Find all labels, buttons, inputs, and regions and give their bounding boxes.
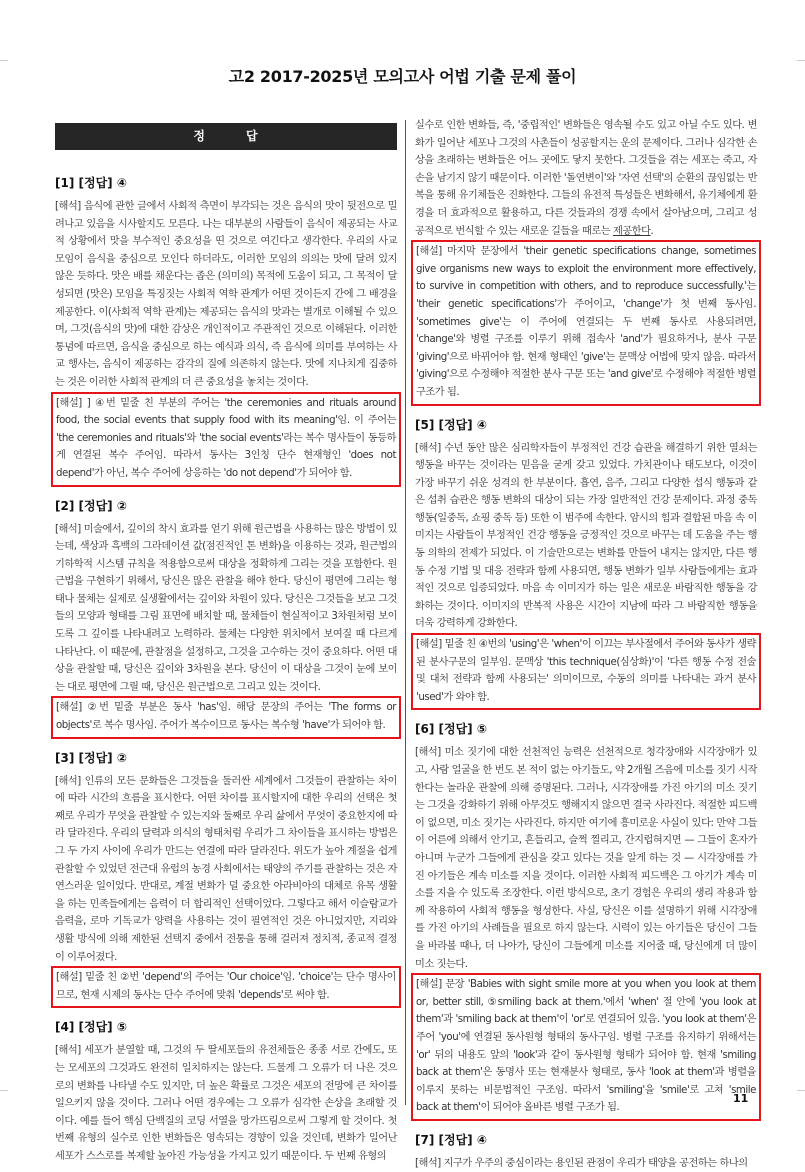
page-number: 11 bbox=[733, 1092, 749, 1105]
column-divider bbox=[405, 120, 406, 1105]
question-heading: [7] [정답] ④ bbox=[415, 1132, 487, 1147]
translation-paragraph: [해석] 음식에 관한 글에서 사회적 측면이 부각되는 것은 음식의 맛이 뒷전으로 밀려나고 있음을 시사할지도 모른다. 나는 대부분의 사람들이 음식이 제공되는 사교적 상황에서 맛을 부수적인 중요성을 띤 것으로 여긴다고 생각한다. 우리의 사교 모임이 음식을 중심으로 모인다 하더라도, 이러한 모임의 의의는 맛에 달려 있지 않은 듯하다. 맛은 배를 채운다는 좁은 (의미의) 목적에 도움이 되고, 그 목적이 달성되면 (맛은) 모임을 특징짓는 사회적 역학 관계가 어떤 것이든지 간에 그 배경을 제공한다. 이(사회적 역학 관계)는 제공되는 음식의 맛과는 별개로 이해될 수 있으며, 그것(음식의 맛)에 대한 감상은 개인적이고 주관적인 것으로 이해된다. 이러한 통념에 따르면, 음식을 중심으로 하는 예식과 의식, 즉 음식에 의미를 부여하는 사교 행사는, 음식이 제공하는 감각의 질에 의존하지 않는다. 맛에 지나치게 집중하는 것은 이러한 사회적 관계의 더 큰 중요성을 놓치는 것이다. bbox=[55, 201, 397, 388]
question-heading: [6] [정답] ⑤ bbox=[415, 722, 487, 737]
answer-header-bar bbox=[55, 123, 397, 150]
explanation-text: [해설] 문장 'Babies with sight smile more at you when you look at them or, better still, ⑤smiling back at them.'에서 'when' 절 안에 'you look at them'과 'smiling back at them'이 'or'로 연결되어 있음. 'you look at them'은 주어 'you'에 연결된 동사원형 형태의 동사구임. 병렬 구조를 유지하기 위해서는 'or' 뒤의 내용도 앞의 'look'과 같이 동사원형 형태가 되어야 함. 현재 'smiling back at them'은 동명사 또는 현재분사 형태로, 동사 'look at them'과 병렬을 이루지 못하는 비문법적인 구조임. 따라서 'smiling'을 'smile'로 고쳐 'smile back at them'이 되어야 올바른 병렬 구조가 됨. bbox=[416, 979, 756, 1114]
crop-mark bbox=[0, 60, 8, 61]
explanation-text: [해설] ②번 밑줄 부분은 동사 'has'임. 해당 문장의 주어는 'The forms or objects'로 복수 명사임. 주어가 복수이므로 동사는 복수형 'have'가 되어야 함. bbox=[56, 702, 396, 732]
question-heading: [5] [정답] ④ bbox=[415, 417, 487, 432]
answer-header-char: 정 bbox=[193, 129, 206, 143]
crop-mark bbox=[797, 60, 805, 61]
explanation-box bbox=[51, 392, 401, 487]
right-column bbox=[415, 117, 757, 1172]
translation-paragraph-continued bbox=[415, 117, 757, 240]
explanation-text: [해설] 마지막 문장에서 'their genetic specifications change, sometimes give organisms new ways to exploit the environment more effectively, to survive in competition with others, and to reproduce successfully.'는 'their genetic specifications'가 주어이고, 'change'가 첫 번째 동사임. 'sometimes give'는 이 주어에 연결되는 두 번째 동사로 사용되려면, 'change'와 병렬 구조를 이루기 위해 접속사 'and'가 필요하거나, 분사 구문 'giving'으로 바뀌어야 함. 현재 형태인 'give'는 문맥상 어법에 맞지 않음. 따라서 'giving'으로 수정해야 적절한 분사 구문 또는 'and give'로 수정해야 적절한 병렬 구조가 됨. bbox=[416, 246, 756, 398]
question-heading: [4] [정답] ⑤ bbox=[55, 1020, 127, 1035]
translation-paragraph: [해석] 미술에서, 깊이의 착시 효과를 얻기 위해 원근법을 사용하는 많은 방법이 있는데, 색상과 흑백의 그라데이션 값(점진적인 톤 변화)을 이용하는 것과, 원근법의 기하학적 시스템 규칙을 적용함으로써 대상을 정확하게 그리는 것을 포함한다. 원근법을 구현하기 위해서, 당신은 많은 관찰을 해야 한다. 당신이 평면에 그리는 형태나 물체는 실제로 실생활에서는 깊이와 차원이 있다. 당신은 그것들을 보고 그것들의 모양과 형태를 그림 표면에 배치할 때, 물체들이 현실적이고 3차원처럼 보이도록 그 깊이를 나타내려고 노력하라. 물체는 다양한 위치에서 보여질 때 다르게 나타난다. 이 때문에, 관찰점을 설정하고, 그것을 고수하는 것이 중요하다. 어떤 대상을 관찰할 때, 당신은 깊이와 3차원을 본다. 당신이 이 대상을 그것이 눈에 보이는 대로 평면에 그릴 때, 당신은 원근법으로 그리고 있는 것이다. bbox=[55, 523, 397, 693]
explanation-text: [해설] 밑줄 친 ④번의 'using'은 'when'이 이끄는 부사절에서 주어와 동사가 생략된 분사구문의 일부임. 문맥상 'this technique(심상화)'이 '다른 행동 수정 전술 및 대처 전략과 함께 사용되는' 의미이므로, 수동의 의미를 나타내는 과거 분사 'used'가 와야 함. bbox=[416, 639, 756, 703]
question-heading: [1] [정답] ④ bbox=[55, 176, 127, 190]
question-heading: [2] [정답] ② bbox=[55, 498, 127, 513]
translation-paragraph: [해석] 수년 동안 많은 심리학자들이 부정적인 건강 습관을 해결하기 위한 열쇠는 행동을 바꾸는 것이라는 믿음을 굳게 갖고 있었다. 가치관이나 태도보다, 이것이 가장 바꾸기 쉬운 성격의 한 부분이다. 흡연, 음주, 그리고 다양한 섭식 행동과 같은 섭취 습관은 행동 변화의 대상이 되는 가장 일반적인 건강 문제이다. 과정 중독 행동(일중독, 쇼핑 중독 등) 또한 이 범주에 속한다. 암시의 힘과 결합된 마음 속 이미지는 사람들이 부정적인 건강 행동을 긍정적인 것으로 바꾸는 데 도움을 주는 행동 의학의 전제가 되었다. 이 기술만으로는 변화를 만들어 내지는 않지만, 다른 행동 수정 기법 및 대응 전략과 함께 사용되면, 행동 변화가 일부 사람들에게는 효과적인 것으로 입증되었다. 마음 속 이미지가 하는 일은 새로운 바람직한 행동을 강화하는 것이다. 이미지의 반복적 사용은 시간이 지남에 따라 그 바람직한 행동을 더욱 강력하게 강화한다. bbox=[415, 442, 757, 630]
explanation-text: [해설] ] ④번 밑줄 친 부분의 주어는 'the ceremonies and rituals around food, the social events that supply food with its meaning'임. 이 주어는 'the ceremonies and rituals'와 'the social events'라는 복수 명사들이 동등하게 연결된 복수 주어임. 따라서 동사는 3인칭 단수 현재형인 'does not depend'가 아닌, 복수 주어에 상응하는 'do not depend'가 되어야 함. bbox=[56, 397, 396, 479]
answer-header-char: 답 bbox=[246, 129, 259, 143]
translation-paragraph: [해석] 세포가 분열할 때, 그것의 두 딸세포들의 유전체들은 종종 서로 간에도, 또는 모세포의 그것과도 완전히 일치하지는 않는다. 드물게 그 오류가 더 나은 것으로의 변화를 나타낼 수도 있지만, 더 높은 확률로 그것은 세포의 전망에 큰 차이를 일으키지 않을 것이다. 그러나 어떤 경우에는 그 오류가 심각한 손상을 초래할 것이다. 예를 들어 핵심 단백질의 코딩 서열을 망가뜨림으로써 그렇게 할 것이다. 첫 번째 유형의 실수로 인한 변화들은 영속되는 경향이 있을 것인데, 변화가 일어난 세포가 스스로를 복제할 높아진 가능성을 가지고 있기 때문이다. 두 번째 유형의 bbox=[55, 1045, 397, 1162]
question-heading: [3] [정답] ② bbox=[55, 750, 127, 765]
crop-mark bbox=[797, 1090, 805, 1091]
explanation-box bbox=[51, 696, 401, 738]
text: . bbox=[650, 225, 654, 237]
explanation-text: [해설] 밑줄 친 ②번 'depend'의 주어는 'Our choice'임. 'choice'는 단수 명사이므로, 현재 시제의 동사는 단수 주어에 맞춰 'depends'로 써야 함. bbox=[56, 972, 396, 1001]
explanation-box bbox=[411, 973, 761, 1121]
left-column bbox=[55, 118, 397, 1166]
explanation-box bbox=[411, 633, 761, 710]
page-title: 고2 2017-2025년 모의고사 어법 기출 문제 풀이 bbox=[228, 67, 577, 86]
explanation-box bbox=[51, 966, 401, 1008]
translation-paragraph: [해석] 인류의 모든 문화들은 그것들을 둘러싼 세계에서 그것들이 관찰하는 차이에 따라 시간의 흐름을 표시한다. 어떤 차이를 표시할지에 대한 우리의 선택은 첫째로 우리가 무엇을 관찰할 수 있는지와 둘째로 우리 삶에서 무엇이 중요한지에 따라 달라진다. 우리의 달력과 의식의 형태처럼 우리가 그 차이들을 표시하는 방법은 그 두 가지 사이에 우리가 만드는 연결에 따라 달라진다. 위도가 높아 계절을 쉽게 관찰할 수 있었던 전근대 유럽의 농경 사회에서는 태양의 주기를 관찰하는 것은 자연스러운 일이었다. 반대로, 계절 변화가 덜 중요한 아라비아의 대체로 유목 생활을 하는 민족들에게는 음력이 더 합리적인 선택이었다. 그렇다고 해서 이슬람교가 음력을, 로마 기독교가 양력을 사용하는 것이 필연적인 것은 아니었지만, 지리와 생활 방식에 의해 제한된 선택지 중에서 전통을 통해 걸러져 정치적, 종교적 결정이 이루어졌다. bbox=[55, 775, 397, 963]
translation-paragraph: [해석] 미소 짓기에 대한 선천적인 능력은 선천적으로 청각장애와 시각장애가 있고, 사람 얼굴을 한 번도 본 적이 없는 아기들도, 약 2개월 즈음에 미소를 짓기 시작한다는 놀라운 관찰에 의해 증명된다. 그러나, 시각장애를 가진 아기의 미소 짓기는 그것을 강화하기 위해 아무것도 행해지지 않으면 결국 사라진다. 적절한 피드백이 없으면, 미소 짓기는 사라진다. 하지만 여기에 흥미로운 사실이 있다: 만약 그들이 어른에 의해서 안기고, 흔들리고, 슬쩍 찔리고, 간지럽혀지면 — 그들이 혼자가 아니며 누군가 그들에게 관심을 갖고 있다는 것을 알게 하는 것 — 시각장애를 가진 아기들은 계속 미소를 지을 것이다. 이러한 사회적 피드백은 그 아기가 계속 미소를 지을 수 있도록 조장한다. 이런 방식으로, 초기 경험은 우리의 생리 작용과 함께 작용하여 사회적 행동을 형성한다. 사실, 당신은 이를 설명하기 위해 시각장애를 가진 아기의 사례들을 필요로 하지 않는다. 시력이 있는 아기들은 당신이 그들을 바라볼 때나, 더 나아가, 당신이 그들에게 미소를 지어줄 때, 당신에게 더 많이 미소 짓는다. bbox=[415, 747, 757, 970]
text: 실수로 인한 변화들, 즉, '중립적인' 변화들은 영속될 수도 있고 아닐 수도 있다. 변화가 일어난 세포나 그것의 사촌들이 성공할지는 운의 문제이다. 그러나 심각한 손상을 초래하는 변화들은 어느 곳에도 닿지 못한다. 그것들을 겪는 세포는 죽고, 자손을 남기지 않기 때문이다. 이러한 '돌연변이'와 '자연 선택'의 순환의 끊임없는 반복을 통해 유기체들은 진화한다. 그들의 유전적 특성들은 변화해서, 유기체에게 환경을 더 효과적으로 활용하고, 다른 것들과의 경쟁 속에서 살아남으며, 그리고 성공적으로 번식할 수 있는 새로운 길들을 때로는 bbox=[415, 120, 757, 237]
explanation-box bbox=[411, 240, 761, 405]
crop-mark bbox=[0, 1090, 8, 1091]
translation-paragraph: [해석] 지구가 우주의 중심이라는 용인된 관점이 우리가 태양을 공전하는 하나의 bbox=[415, 1157, 748, 1169]
underlined-word: 제공한다 bbox=[612, 225, 651, 237]
